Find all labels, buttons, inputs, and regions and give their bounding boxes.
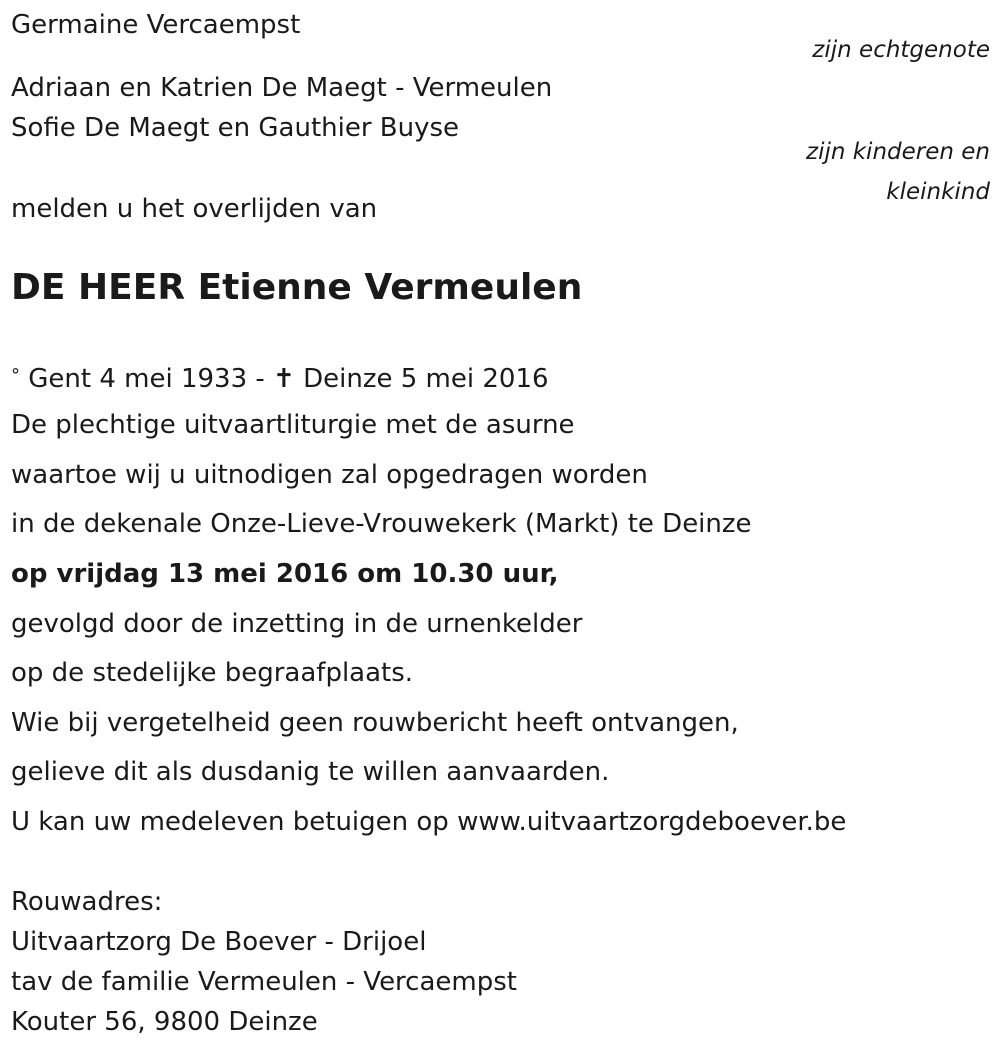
spouse-name: Germaine Vercaempst [11, 10, 301, 40]
death-date: Deinze 5 mei 2016 [294, 364, 549, 394]
birth-date: Gent 4 mei 1933 - [20, 364, 274, 394]
address-line-2: tav de familie Vermeulen - Vercaempst [11, 967, 517, 997]
children-role-line-1: zijn kinderen en [806, 139, 990, 165]
body-line-4: gevolgd door de inzetting in de urnenkelder [11, 609, 583, 639]
life-dates [11, 360, 549, 395]
address-line-1: Uitvaartzorg De Boever - Drijoel [11, 927, 427, 957]
ceremony-date: op vrijdag 13 mei 2016 om 10.30 uur, [11, 559, 559, 589]
children-role-line-2: kleinkind [886, 179, 990, 205]
address-label: Rouwadres: [11, 887, 163, 917]
condolence-line: U kan uw medeleven betuigen op www.uitvaartzorgdeboever.be [11, 807, 847, 837]
announcement: melden u het overlijden van [11, 194, 378, 224]
cross-icon: ✝ [273, 364, 295, 394]
address-line-3: Kouter 56, 9800 Deinze [11, 1007, 318, 1037]
body-line-5: op de stedelijke begraafplaats. [11, 658, 414, 688]
deceased-name: DE HEER Etienne Vermeulen [11, 267, 583, 308]
body-line-3: in de dekenale Onze-Lieve-Vrouwekerk (Markt) te Deinze [11, 509, 752, 539]
body-line-7: gelieve dit als dusdanig te willen aanvaarden. [11, 757, 610, 787]
body-line-1: De plechtige uitvaartliturgie met de asurne [11, 410, 575, 440]
children-line-2: Sofie De Maegt en Gauthier Buyse [11, 113, 460, 143]
children-line-1: Adriaan en Katrien De Maegt - Vermeulen [11, 73, 553, 103]
birth-mark: ° [11, 365, 20, 386]
body-line-2: waartoe wij u uitnodigen zal opgedragen worden [11, 460, 648, 490]
body-line-6: Wie bij vergetelheid geen rouwbericht heeft ontvangen, [11, 708, 739, 738]
spouse-role: zijn echtgenote [812, 37, 990, 63]
